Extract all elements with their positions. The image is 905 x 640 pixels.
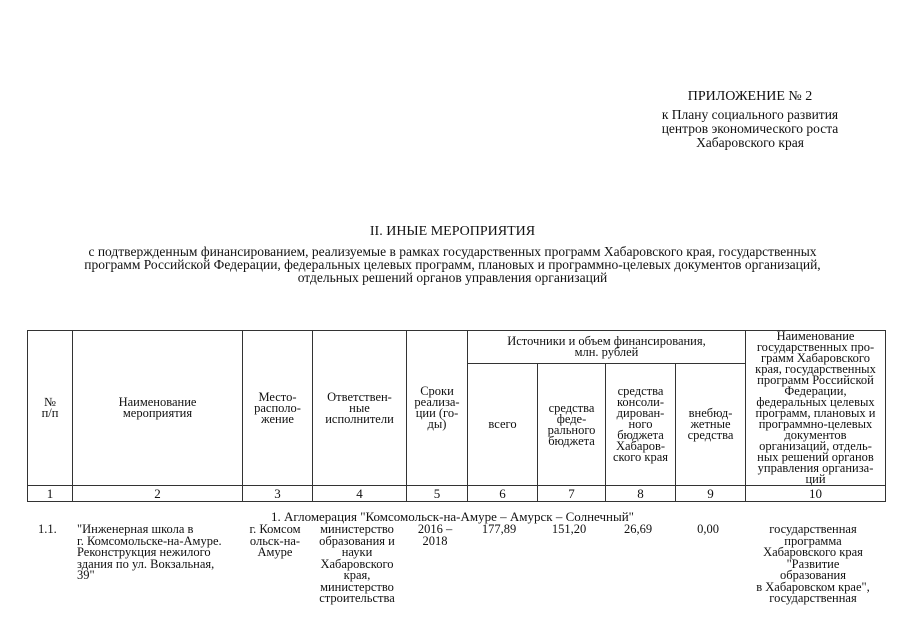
- header-total: всего: [468, 364, 538, 486]
- subheading-line: отдельных решений органов управления организаций: [297, 270, 608, 285]
- column-number: 8: [606, 486, 676, 502]
- header-responsible: Ответствен- ные исполнители: [313, 331, 407, 486]
- column-number: 10: [746, 486, 886, 502]
- header-regional: средства консоли- дирован- ного бюджета Хабаров- ского края: [606, 364, 676, 486]
- column-number: 1: [28, 486, 73, 502]
- appendix-title: ПРИЛОЖЕНИЕ № 2: [687, 89, 813, 104]
- appendix-line: к Плану социального развития: [661, 107, 839, 122]
- header-num: № п/п: [28, 331, 73, 486]
- row-regional: 26,69: [623, 522, 653, 536]
- section-subheading: [30, 245, 875, 284]
- header-funding-group: Источники и объем финансирования, млн. рублей: [468, 331, 746, 364]
- row-responsible: министерство образования и науки Хабаровского края, министерство строительства: [319, 522, 395, 605]
- activities-table: [27, 330, 886, 502]
- header-location: Место- располо- жение: [243, 331, 313, 486]
- column-number: 5: [407, 486, 468, 502]
- header-period: Сроки реализа- ции (го- ды): [407, 331, 468, 486]
- column-number: 6: [468, 486, 538, 502]
- row-federal: 151,20: [551, 522, 587, 536]
- subheading-line: с подтвержденным финансированием, реализуемые в рамках государственных программ Хабаровского края, государственных: [88, 244, 817, 259]
- row-location: г. Комсом ольск-на- Амуре: [249, 522, 301, 559]
- column-number: 3: [243, 486, 313, 502]
- column-number: 7: [538, 486, 606, 502]
- header-programs: Наименование государственных про- грамм Хабаровского края, государственных программ Российской Федерации, федеральных целевых программ, плановых и программно-целевых документов организаций, отдель- ных решений органов управления организа- ций: [746, 331, 886, 486]
- column-number: 9: [676, 486, 746, 502]
- header-name: Наименование мероприятия: [73, 331, 243, 486]
- row-programs: государственная программа Хабаровского края "Развитие образования в Хабаровском крае", государственная: [756, 522, 870, 605]
- appendix-line: Хабаровского края: [696, 135, 804, 150]
- appendix-block: [600, 90, 900, 150]
- row-total: 177,89: [481, 522, 517, 536]
- column-number-row: [28, 486, 886, 502]
- section-title: 1. Агломерация "Комсомольск-на-Амуре – Амурск – Солнечный": [271, 509, 634, 524]
- header-extrabudget: внебюд- жетные средства: [676, 364, 746, 486]
- row-extrabudget: 0,00: [697, 522, 719, 536]
- subheading-line: программ Российской Федерации, федеральных целевых программ, плановых и программно-целевых документов организаций,: [84, 257, 821, 272]
- row-period: 2016 – 2018: [417, 522, 453, 548]
- section-heading: II. ИНЫЕ МЕРОПРИЯТИЯ: [369, 224, 536, 239]
- row-name: "Инженерная школа в г. Комсомольске-на-Амуре. Реконструкция нежилого здания по ул. Вокзальная, 39": [77, 522, 222, 582]
- header-federal: средства феде- рального бюджета: [538, 364, 606, 486]
- appendix-line: центров экономического роста: [661, 121, 839, 136]
- row-num: 1.1.: [38, 522, 57, 536]
- column-number: 4: [313, 486, 407, 502]
- column-number: 2: [73, 486, 243, 502]
